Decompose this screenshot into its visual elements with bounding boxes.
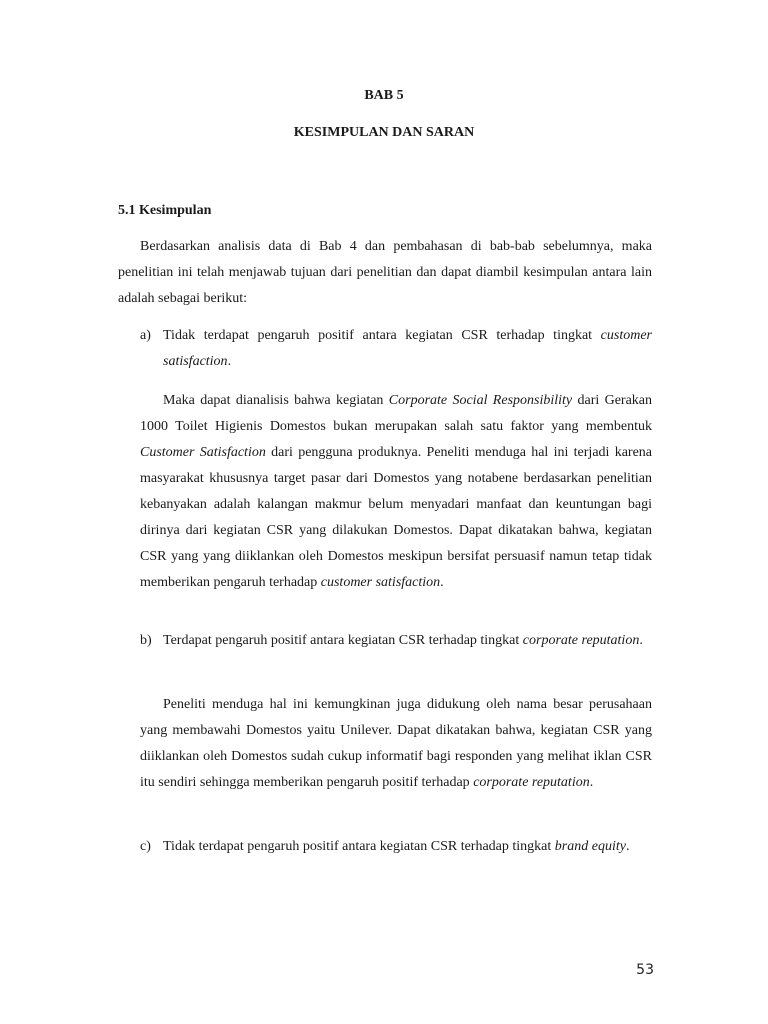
list-item <box>140 323 652 375</box>
chapter-title: KESIMPULAN DAN SARAN <box>293 125 475 140</box>
intro-paragraph: Berdasarkan analisis data di Bab 4 dan pembahasan di bab-bab sebelumnya, maka penelitian ini telah menjawab tujuan dari penelitian dan dapat diambil kesimpulan antara lain adalah sebagai berikut: <box>118 239 652 306</box>
explanation-paragraph-b: Peneliti menduga hal ini kemungkinan juga didukung oleh nama besar perusahaan yang membawahi Domestos yaitu Unilever. Dapat dikatakan bahwa, kegiatan CSR yang diiklankan oleh Domestos sudah cukup informatif bagi responden yang melihat iklan CSR itu sendiri sehingga memberikan pengaruh positif terhadap corporate reputation. <box>140 697 652 790</box>
list-item-label: a) <box>140 328 151 343</box>
list-item <box>140 628 652 654</box>
page-number: 53 <box>636 962 654 978</box>
list-item-label: c) <box>140 839 151 854</box>
chapter-label: BAB 5 <box>364 88 404 103</box>
list-item-text: Tidak terdapat pengaruh positif antara kegiatan CSR terhadap tingkat brand equity. <box>163 839 630 854</box>
list-item-label: b) <box>140 633 152 648</box>
explanation-paragraph-a: Maka dapat dianalisis bahwa kegiatan Corporate Social Responsibility dari Gerakan 1000 Toilet Higienis Domestos bukan merupakan salah satu faktor yang membentuk Customer Satisfaction dari pengguna produknya. Peneliti menduga hal ini terjadi karena masyarakat khususnya target pasar dari Domestos yang notabene berdasarkan penelitian kebanyakan adalah kalangan makmur belum menyadari manfaat dan keuntungan bagi dirinya dari kegiatan CSR yang dilakukan Domestos. Dapat dikatakan bahwa, kegiatan CSR yang yang diiklankan oleh Domestos meskipun bersifat persuasif namun tetap tidak memberikan pengaruh terhadap customer satisfaction. <box>140 393 653 590</box>
list-item-text: Terdapat pengaruh positif antara kegiatan CSR terhadap tingkat corporate reputation. <box>163 633 643 648</box>
list-item <box>140 834 652 860</box>
section-heading: 5.1 Kesimpulan <box>118 203 212 218</box>
list-item-text: Tidak terdapat pengaruh positif antara kegiatan CSR terhadap tingkat customer satisfaction. <box>163 328 652 369</box>
